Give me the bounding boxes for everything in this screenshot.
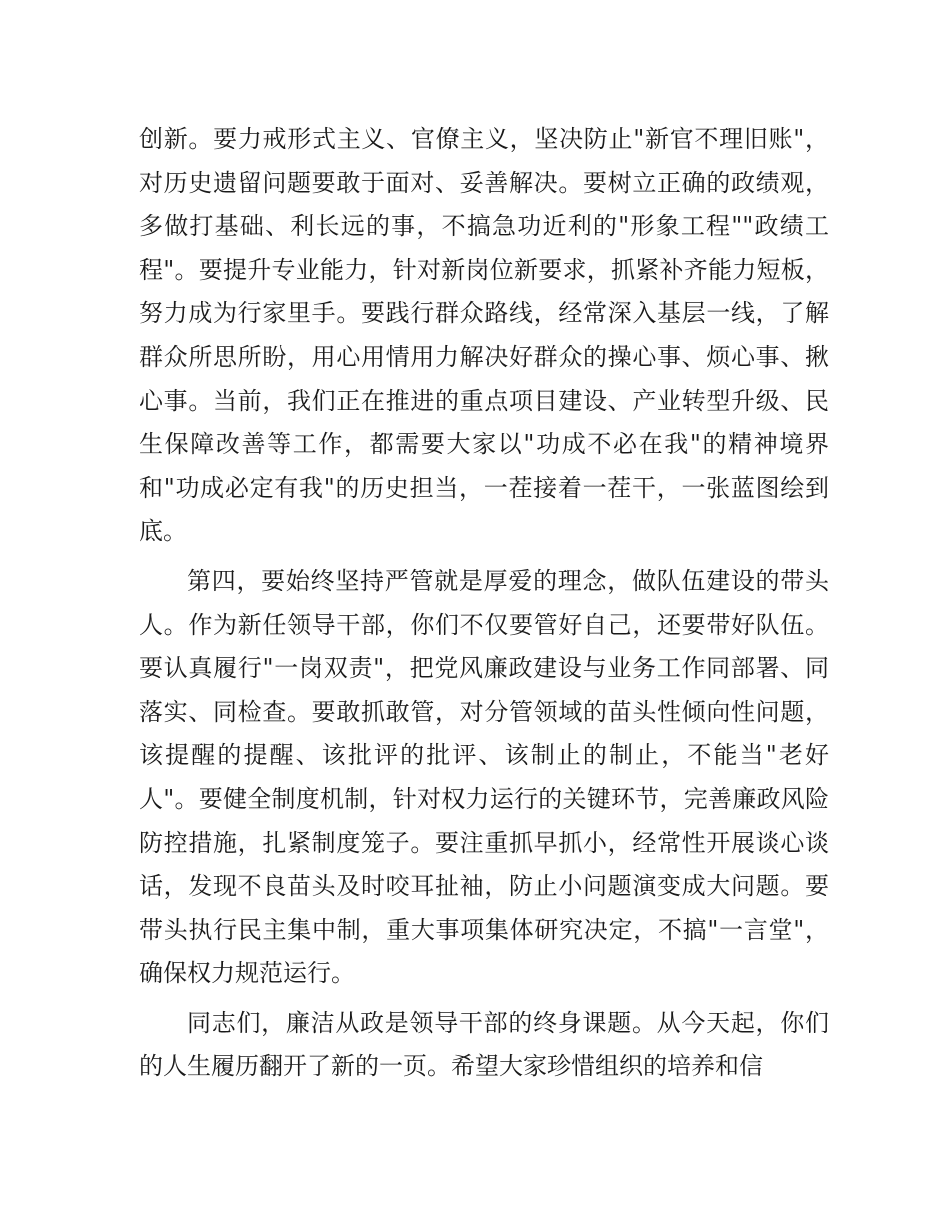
paragraph-3: 同志们，廉洁从政是领导干部的终身课题。从今天起，你们的人生履历翻开了新的一页。希望大家珍惜组织的培养和信	[139, 1008, 829, 1081]
paragraph-2: 第四，要始终坚持严管就是厚爱的理念，做队伍建设的带头人。作为新任领导干部，你们不仅要管好自己，还要带好队伍。要认真履行"一岗双责"，把党风廉政建设与业务工作同部署、同落实、同检查。要敢抓敢管，对分管领域的苗头性倾向性问题，该提醒的提醒、该批评的批评、该制止的制止，不能当"老好人"。要健全制度机制，针对权力运行的关键环节，完善廉政风险防控措施，扎紧制度笼子。要注重抓早抓小，经常性开展谈心谈话，发现不良苗头及时咬耳扯袖，防止小问题演变成大问题。要带头执行民主集中制，重大事项集体研究决定，不搞"一言堂"，确保权力规范运行。	[139, 566, 829, 988]
document-body	[139, 118, 829, 1089]
paragraph-1: 创新。要力戒形式主义、官僚主义，坚决防止"新官不理旧账"，对历史遗留问题要敢于面对、妥善解决。要树立正确的政绩观，多做打基础、利长远的事，不搞急功近利的"形象工程""政绩工程"。要提升专业能力，针对新岗位新要求，抓紧补齐能力短板，努力成为行家里手。要践行群众路线，经常深入基层一线，了解群众所思所盼，用心用情用力解决好群众的操心事、烦心事、揪心事。当前，我们正在推进的重点项目建设、产业转型升级、民生保障改善等工作，都需要大家以"功成不必在我"的精神境界和"功成必定有我"的历史担当，一茬接着一茬干，一张蓝图绘到底。	[139, 125, 829, 546]
